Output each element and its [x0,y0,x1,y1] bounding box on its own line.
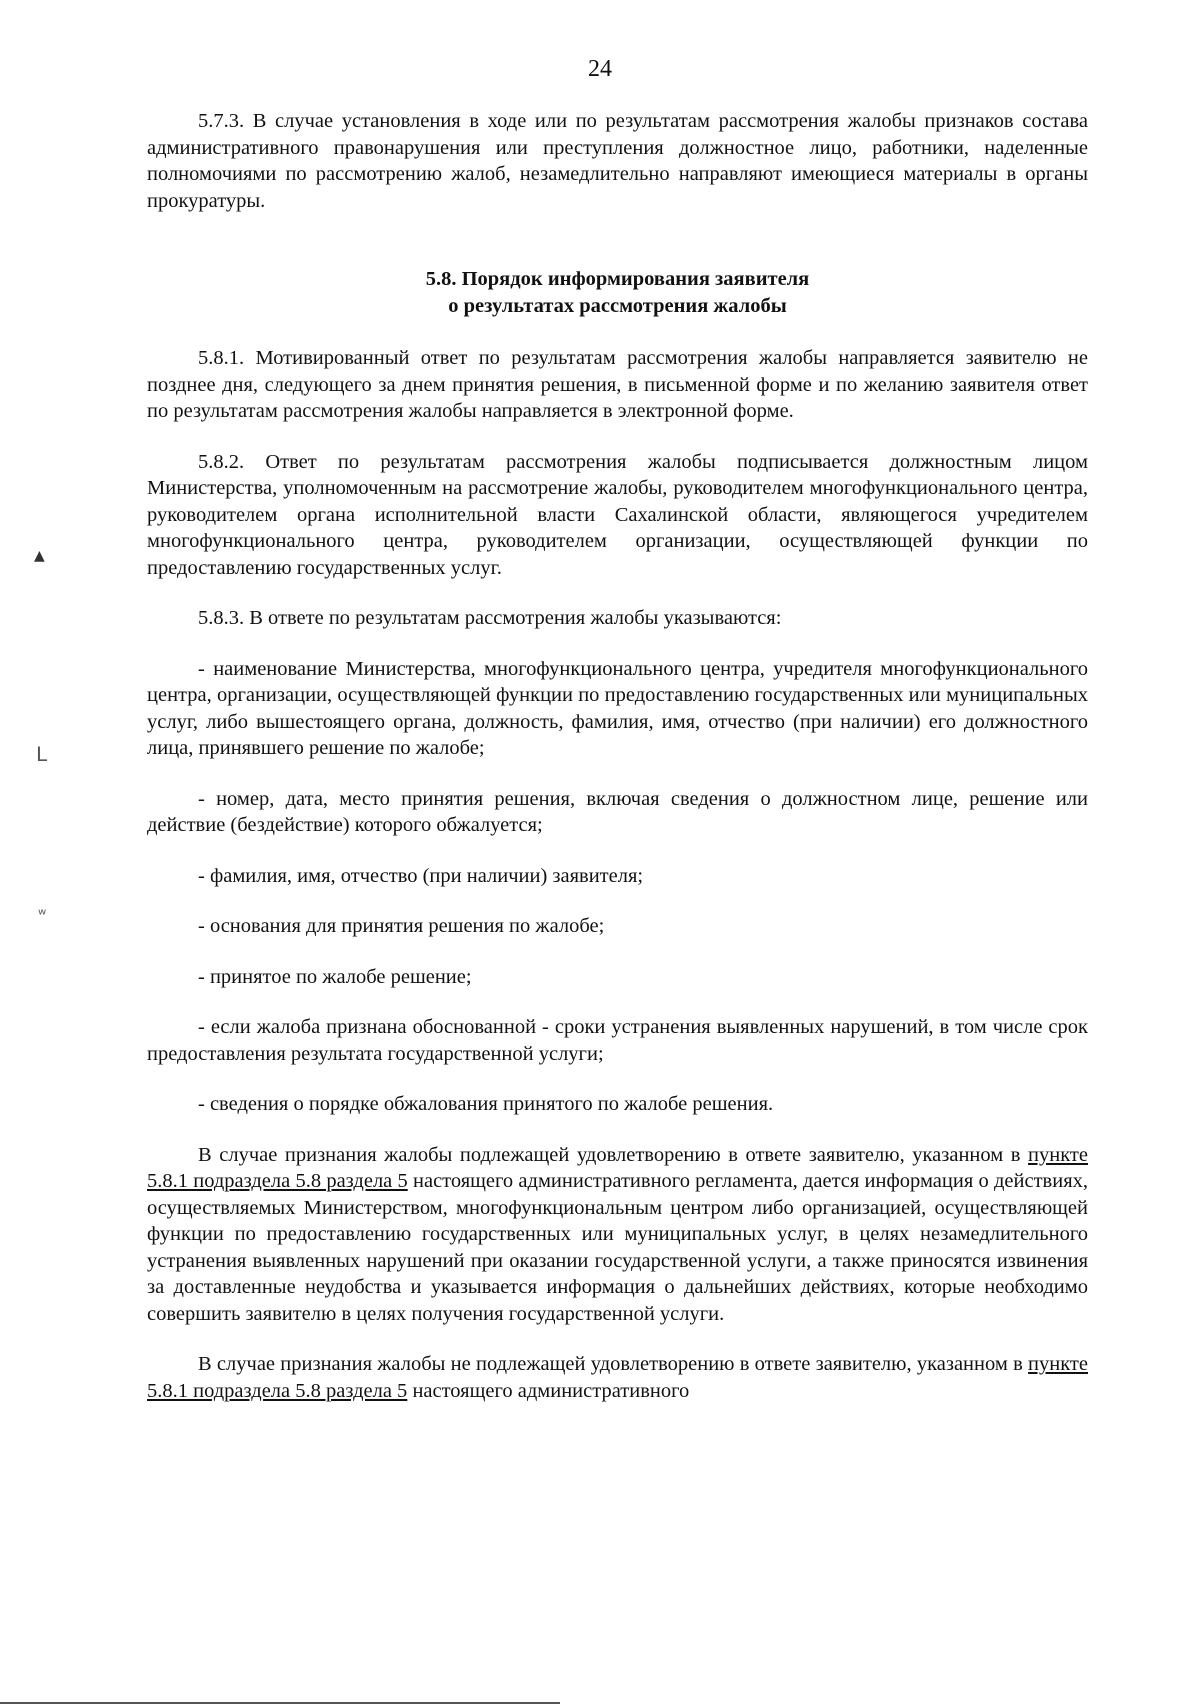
scan-edge-line [0,1702,560,1704]
list-item: - основания для принятия решения по жалобе; [198,915,605,937]
list-item: - номер, дата, место принятия решения, включая сведения о должностном лице, решение или действие (бездействие) которого обжалуется; [147,787,1088,836]
paragraph-not-satisfied [147,1351,1088,1404]
paragraph-5-8-1: 5.8.1. Мотивированный ответ по результатам рассмотрения жалобы направляется заявителю не позднее дня, следующего за днем принятия решения, в письменной форме и по желанию заявителя ответ по результатам рассмотрения жалобы направляется в электронной форме. [147,347,1088,422]
list-item: - наименование Министерства, многофункционального центра, учредителя многофункционального центра, организации, осуществляющей функции по предоставлению государственных или муниципальных услуг, либо вышестоящего органа, должность, фамилия, имя, отчество (при наличии) его должностного лица, принявшего решение по жалобе; [147,657,1088,759]
reference-link: пункте 5.8.1 подраздела 5.8 раздела 5 [147,1143,1088,1192]
list-item: - сведения о порядке обжалования принятого по жалобе решения. [198,1093,774,1115]
document-body [147,108,1088,1404]
heading-line-1: 5.8. Порядок информирования заявителя [425,268,810,290]
scan-artifact: ʷ [38,905,47,924]
list-item: - если жалоба признана обоснованной - сроки устранения выявленных нарушений, в том числе срок предоставления результата государственной услуги; [147,1016,1088,1065]
paragraph-5-7-3: 5.7.3. В случае установления в ходе или по результатам рассмотрения жалобы признаков состава административного правонарушения или преступления должностное лицо, работники, наделенные полномочиями по рассмотрению жалоб, незамедлительно направляют имеющиеся материалы в органы прокуратуры. [147,110,1088,212]
paragraph-satisfied [147,1142,1088,1328]
list-item: - принятое по жалобе решение; [198,965,472,988]
heading-line-2: о результатах рассмотрения жалобы [448,294,787,317]
list-item: - фамилия, имя, отчество (при наличии) заявителя; [198,864,644,887]
paragraph-5-8-2: 5.8.2. Ответ по результатам рассмотрения жалобы подписывается должностным лицом Министерства, уполномоченным на рассмотрение жалобы, руководителем многофункционального центра, руководителем органа исполнительной власти Сахалинской области, являющегося учредителем многофункционального центра, руководителем организации, осуществляющей функции по предоставлению государственных услуг. [147,450,1088,579]
page-number: 24 [588,56,612,82]
paragraph-text: настоящего административного [407,1379,690,1402]
reference-link: пункте 5.8.1 подраздела 5.8 раздела 5 [147,1353,1088,1402]
paragraph-text: В случае признания жалобы подлежащей удовлетворению в ответе заявителю, указанном в [198,1143,1029,1166]
paragraph-text: настоящего административного регламента, дается информация о действиях, осуществляемых Министерством, многофункциональным центром либо организацией, осуществляющей функции по предоставлению государственных или муниципальных услуг, в целях незамедлительного устранения выявленных нарушений при оказании государственной услуги, а также приносятся извинения за доставленные неудобства и указывается информация о дальнейших действиях, которые необходимо совершить заявителю в целях получения государственной услуги. [147,1170,1088,1325]
paragraph-text: В случае признания жалобы не подлежащей удовлетворению в ответе заявителю, указанном в [198,1353,1029,1375]
section-heading [147,266,1088,319]
scan-artifact: ▲ [34,548,45,564]
scan-artifact: ᒪ [36,742,48,766]
paragraph-5-8-3: 5.8.3. В ответе по результатам рассмотрения жалобы указываются: [198,607,782,629]
